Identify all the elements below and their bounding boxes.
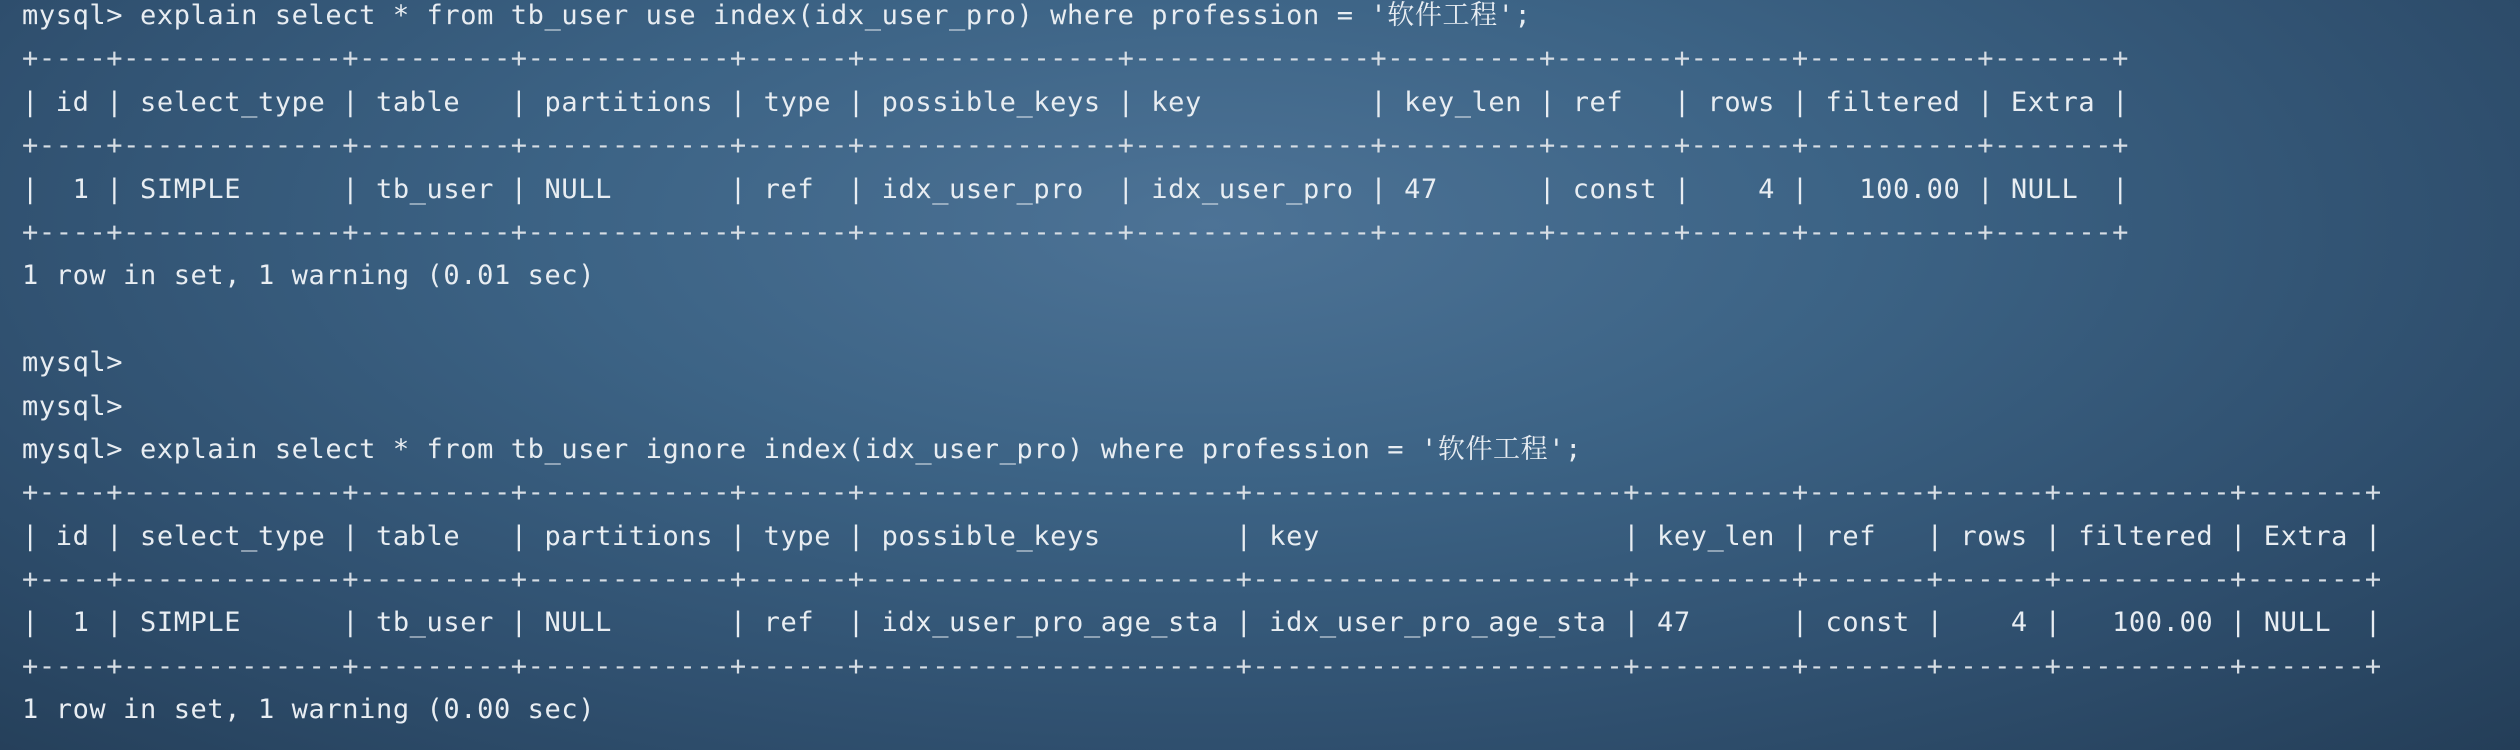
blank-line — [22, 298, 2520, 341]
command-line-2: mysql> explain select * from tb_user ignore index(idx_user_pro) where profession = '软件工程'; — [22, 433, 1582, 465]
result-line-1: 1 row in set, 1 warning (0.01 sec) — [22, 260, 596, 292]
table-1-bottom-border: +----+-------------+---------+------------+------+---------------+--------------+---------+-------+------+----------+-------+ — [22, 216, 2129, 248]
empty-prompt-1: mysql> — [22, 347, 124, 379]
table-1-header: | id | select_type | table | partitions | type | possible_keys | key | key_len | ref | rows | filtered | Extra | — [22, 86, 2129, 118]
table-1-header-border: +----+-------------+---------+------------+------+---------------+--------------+---------+-------+------+----------+-------+ — [22, 130, 2129, 162]
table-2-header: | id | select_type | table | partitions | type | possible_keys | key | key_len | ref | rows | filtered | Extra | — [22, 520, 2382, 552]
result-line-2: 1 row in set, 1 warning (0.00 sec) — [22, 694, 596, 726]
table-2-top-border: +----+-------------+---------+------------+------+----------------------+----------------------+---------+-------+------+----------+-------+ — [22, 477, 2382, 509]
table-1-row: | 1 | SIMPLE | tb_user | NULL | ref | idx_user_pro | idx_user_pro | 47 | const | 4 | 100.00 | NULL | — [22, 173, 2129, 205]
table-1-top-border: +----+-------------+---------+------------+------+---------------+--------------+---------+-------+------+----------+-------+ — [22, 43, 2129, 75]
table-2-bottom-border: +----+-------------+---------+------------+------+----------------------+----------------------+---------+-------+------+----------+-------+ — [22, 650, 2382, 682]
table-2-header-border: +----+-------------+---------+------------+------+----------------------+----------------------+---------+-------+------+----------+-------+ — [22, 564, 2382, 596]
empty-prompt-2: mysql> — [22, 390, 124, 422]
table-2-row: | 1 | SIMPLE | tb_user | NULL | ref | idx_user_pro_age_sta | idx_user_pro_age_sta | 47 | const | 4 | 100.00 | NULL | — [22, 607, 2382, 639]
command-line-1: mysql> explain select * from tb_user use index(idx_user_pro) where profession = '软件工程'; — [22, 0, 1532, 31]
